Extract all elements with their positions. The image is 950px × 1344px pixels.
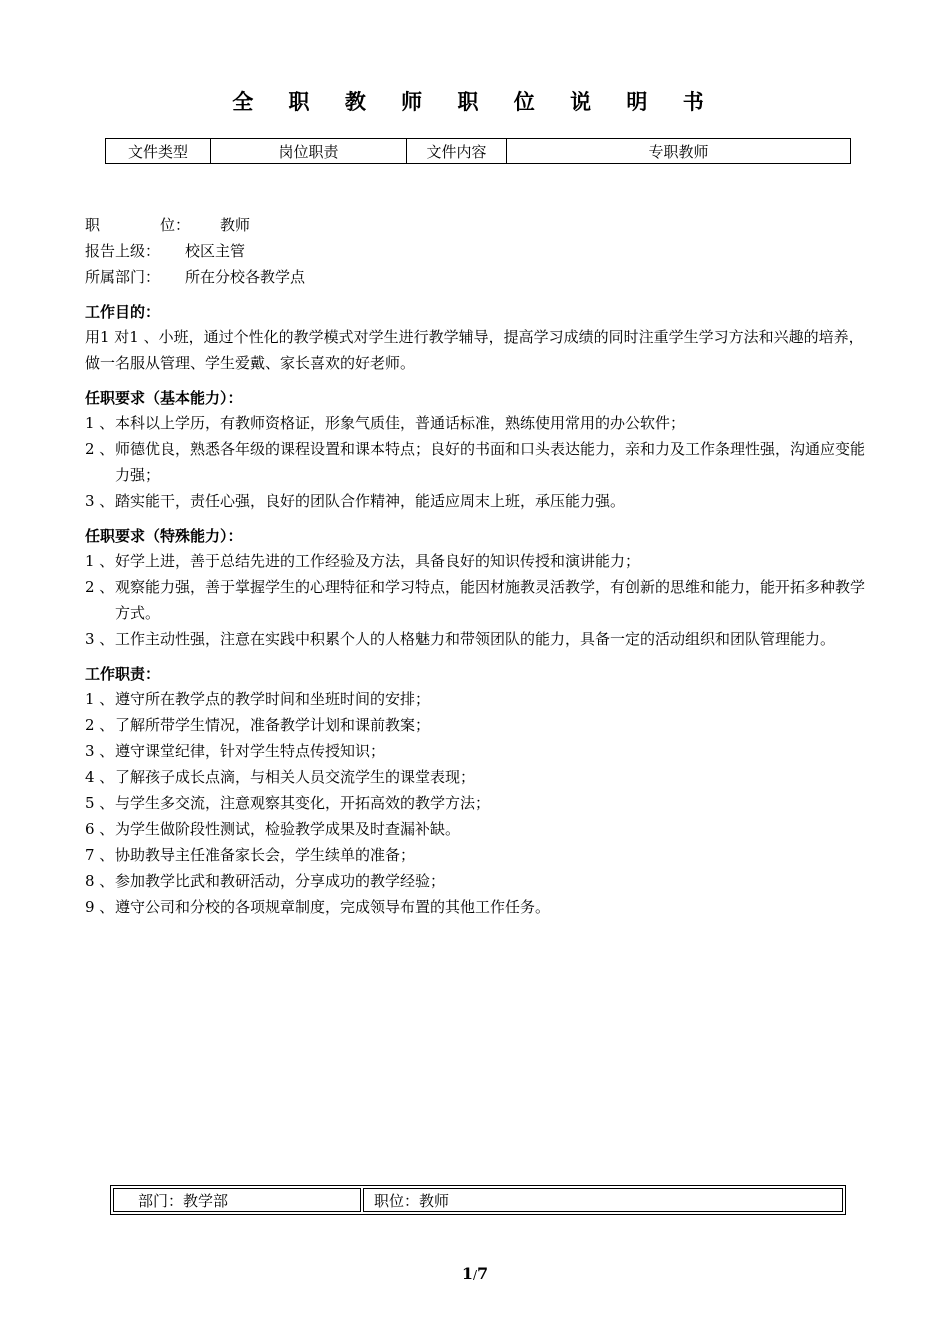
- list-item-number: 1 、: [85, 690, 115, 708]
- report-row: [85, 238, 875, 264]
- doc-type-label: 文件类型: [106, 139, 211, 164]
- list-item-number: 2 、: [85, 578, 115, 596]
- list-item-number: 2 、: [85, 440, 115, 458]
- list-item: [85, 686, 875, 712]
- list-item: [85, 712, 875, 738]
- list-item: [85, 574, 875, 626]
- document-body: [85, 212, 875, 920]
- purpose-heading: 工作目的：: [85, 303, 161, 321]
- basic-requirements-list: [85, 410, 875, 514]
- list-item: [85, 626, 875, 652]
- doc-content-label: 文件内容: [407, 139, 507, 164]
- doc-content-value: 专职教师: [507, 139, 851, 164]
- list-item: [85, 548, 875, 574]
- header-table: [105, 138, 851, 164]
- footer-dept: 部门：教学部: [113, 1188, 361, 1212]
- list-item-number: 1 、: [85, 552, 115, 570]
- doc-type-value: 岗位职责: [211, 139, 407, 164]
- list-item: [85, 436, 875, 488]
- list-item: [85, 868, 875, 894]
- list-item: [85, 842, 875, 868]
- list-item-number: 9 、: [85, 898, 115, 916]
- list-item-text: 与学生多交流，注意观察其变化，开拓高效的教学方法；: [115, 794, 491, 812]
- list-item-text: 师德优良，熟悉各年级的课程设置和课本特点；良好的书面和口头表达能力，亲和力及工作条理性强，沟通应变能力强；: [115, 440, 866, 484]
- document-title: 全 职 教 师 职 位 说 明 书: [232, 90, 718, 114]
- list-item-text: 遵守公司和分校的各项规章制度，完成领导布置的其他工作任务。: [115, 898, 551, 916]
- special-requirements-list: [85, 548, 875, 652]
- list-item-number: 1 、: [85, 414, 115, 432]
- list-item-number: 6 、: [85, 820, 115, 838]
- list-item: [85, 894, 875, 920]
- duties-list: [85, 686, 875, 920]
- list-item-number: 3 、: [85, 742, 115, 760]
- page-current: 1: [461, 1264, 473, 1283]
- position-label: 职 位：: [85, 216, 191, 234]
- page-total: 7: [477, 1264, 489, 1283]
- report-label: 报告上级：: [85, 242, 161, 260]
- dept-row: [85, 264, 875, 290]
- list-item: [85, 738, 875, 764]
- list-item-text: 踏实能干，责任心强，良好的团队合作精神，能适应周末上班，承压能力强。: [115, 492, 626, 510]
- list-item-number: 8 、: [85, 872, 115, 890]
- list-item-text: 遵守所在教学点的教学时间和坐班时间的安排；: [115, 690, 431, 708]
- purpose-text: 用1 对1 、小班，通过个性化的教学模式对学生进行教学辅导，提高学习成绩的同时注重学生学习方法和兴趣的培养，做一名服从管理、学生爱戴、家长喜欢的好老师。: [85, 328, 864, 372]
- list-item-number: 7 、: [85, 846, 115, 864]
- footer-table: [110, 1185, 846, 1215]
- list-item-text: 参加教学比武和教研活动，分享成功的教学经验；: [115, 872, 446, 890]
- list-item-text: 观察能力强，善于掌握学生的心理特征和学习特点，能因材施教灵活教学，有创新的思维和能力，能开拓多种教学方式。: [115, 578, 866, 622]
- list-item-text: 本科以上学历，有教师资格证，形象气质佳，普通话标准，熟练使用常用的办公软件；: [115, 414, 686, 432]
- page-separator: /: [472, 1268, 478, 1282]
- list-item-text: 了解所带学生情况，准备教学计划和课前教案；: [115, 716, 431, 734]
- page-number: [0, 1264, 950, 1283]
- dept-value: 所在分校各教学点: [185, 268, 306, 286]
- report-value: 校区主管: [185, 242, 246, 260]
- list-item: [85, 410, 875, 436]
- list-item-number: 2 、: [85, 716, 115, 734]
- basic-requirements-heading: 任职要求（基本能力）：: [85, 389, 243, 407]
- dept-label: 所属部门：: [85, 268, 161, 286]
- list-item: [85, 488, 875, 514]
- position-value: 教师: [220, 216, 251, 234]
- list-item-text: 为学生做阶段性测试，检验教学成果及时查漏补缺。: [115, 820, 461, 838]
- list-item-number: 3 、: [85, 630, 115, 648]
- list-item: [85, 816, 875, 842]
- footer-position: 职位：教师: [363, 1188, 843, 1212]
- list-item-text: 协助教导主任准备家长会，学生续单的准备；: [115, 846, 416, 864]
- list-item-text: 工作主动性强，注意在实践中积累个人的人格魅力和带领团队的能力，具备一定的活动组织和团队管理能力。: [115, 630, 836, 648]
- duties-heading: 工作职责：: [85, 665, 161, 683]
- special-requirements-heading: 任职要求（特殊能力）：: [85, 527, 243, 545]
- position-row: [85, 212, 875, 238]
- list-item-text: 遵守课堂纪律，针对学生特点传授知识；: [115, 742, 386, 760]
- list-item-number: 5 、: [85, 794, 115, 812]
- list-item-text: 了解孩子成长点滴，与相关人员交流学生的课堂表现；: [115, 768, 476, 786]
- list-item-number: 4 、: [85, 768, 115, 786]
- list-item-number: 3 、: [85, 492, 115, 510]
- list-item: [85, 764, 875, 790]
- list-item: [85, 790, 875, 816]
- list-item-text: 好学上进，善于总结先进的工作经验及方法，具备良好的知识传授和演讲能力；: [115, 552, 641, 570]
